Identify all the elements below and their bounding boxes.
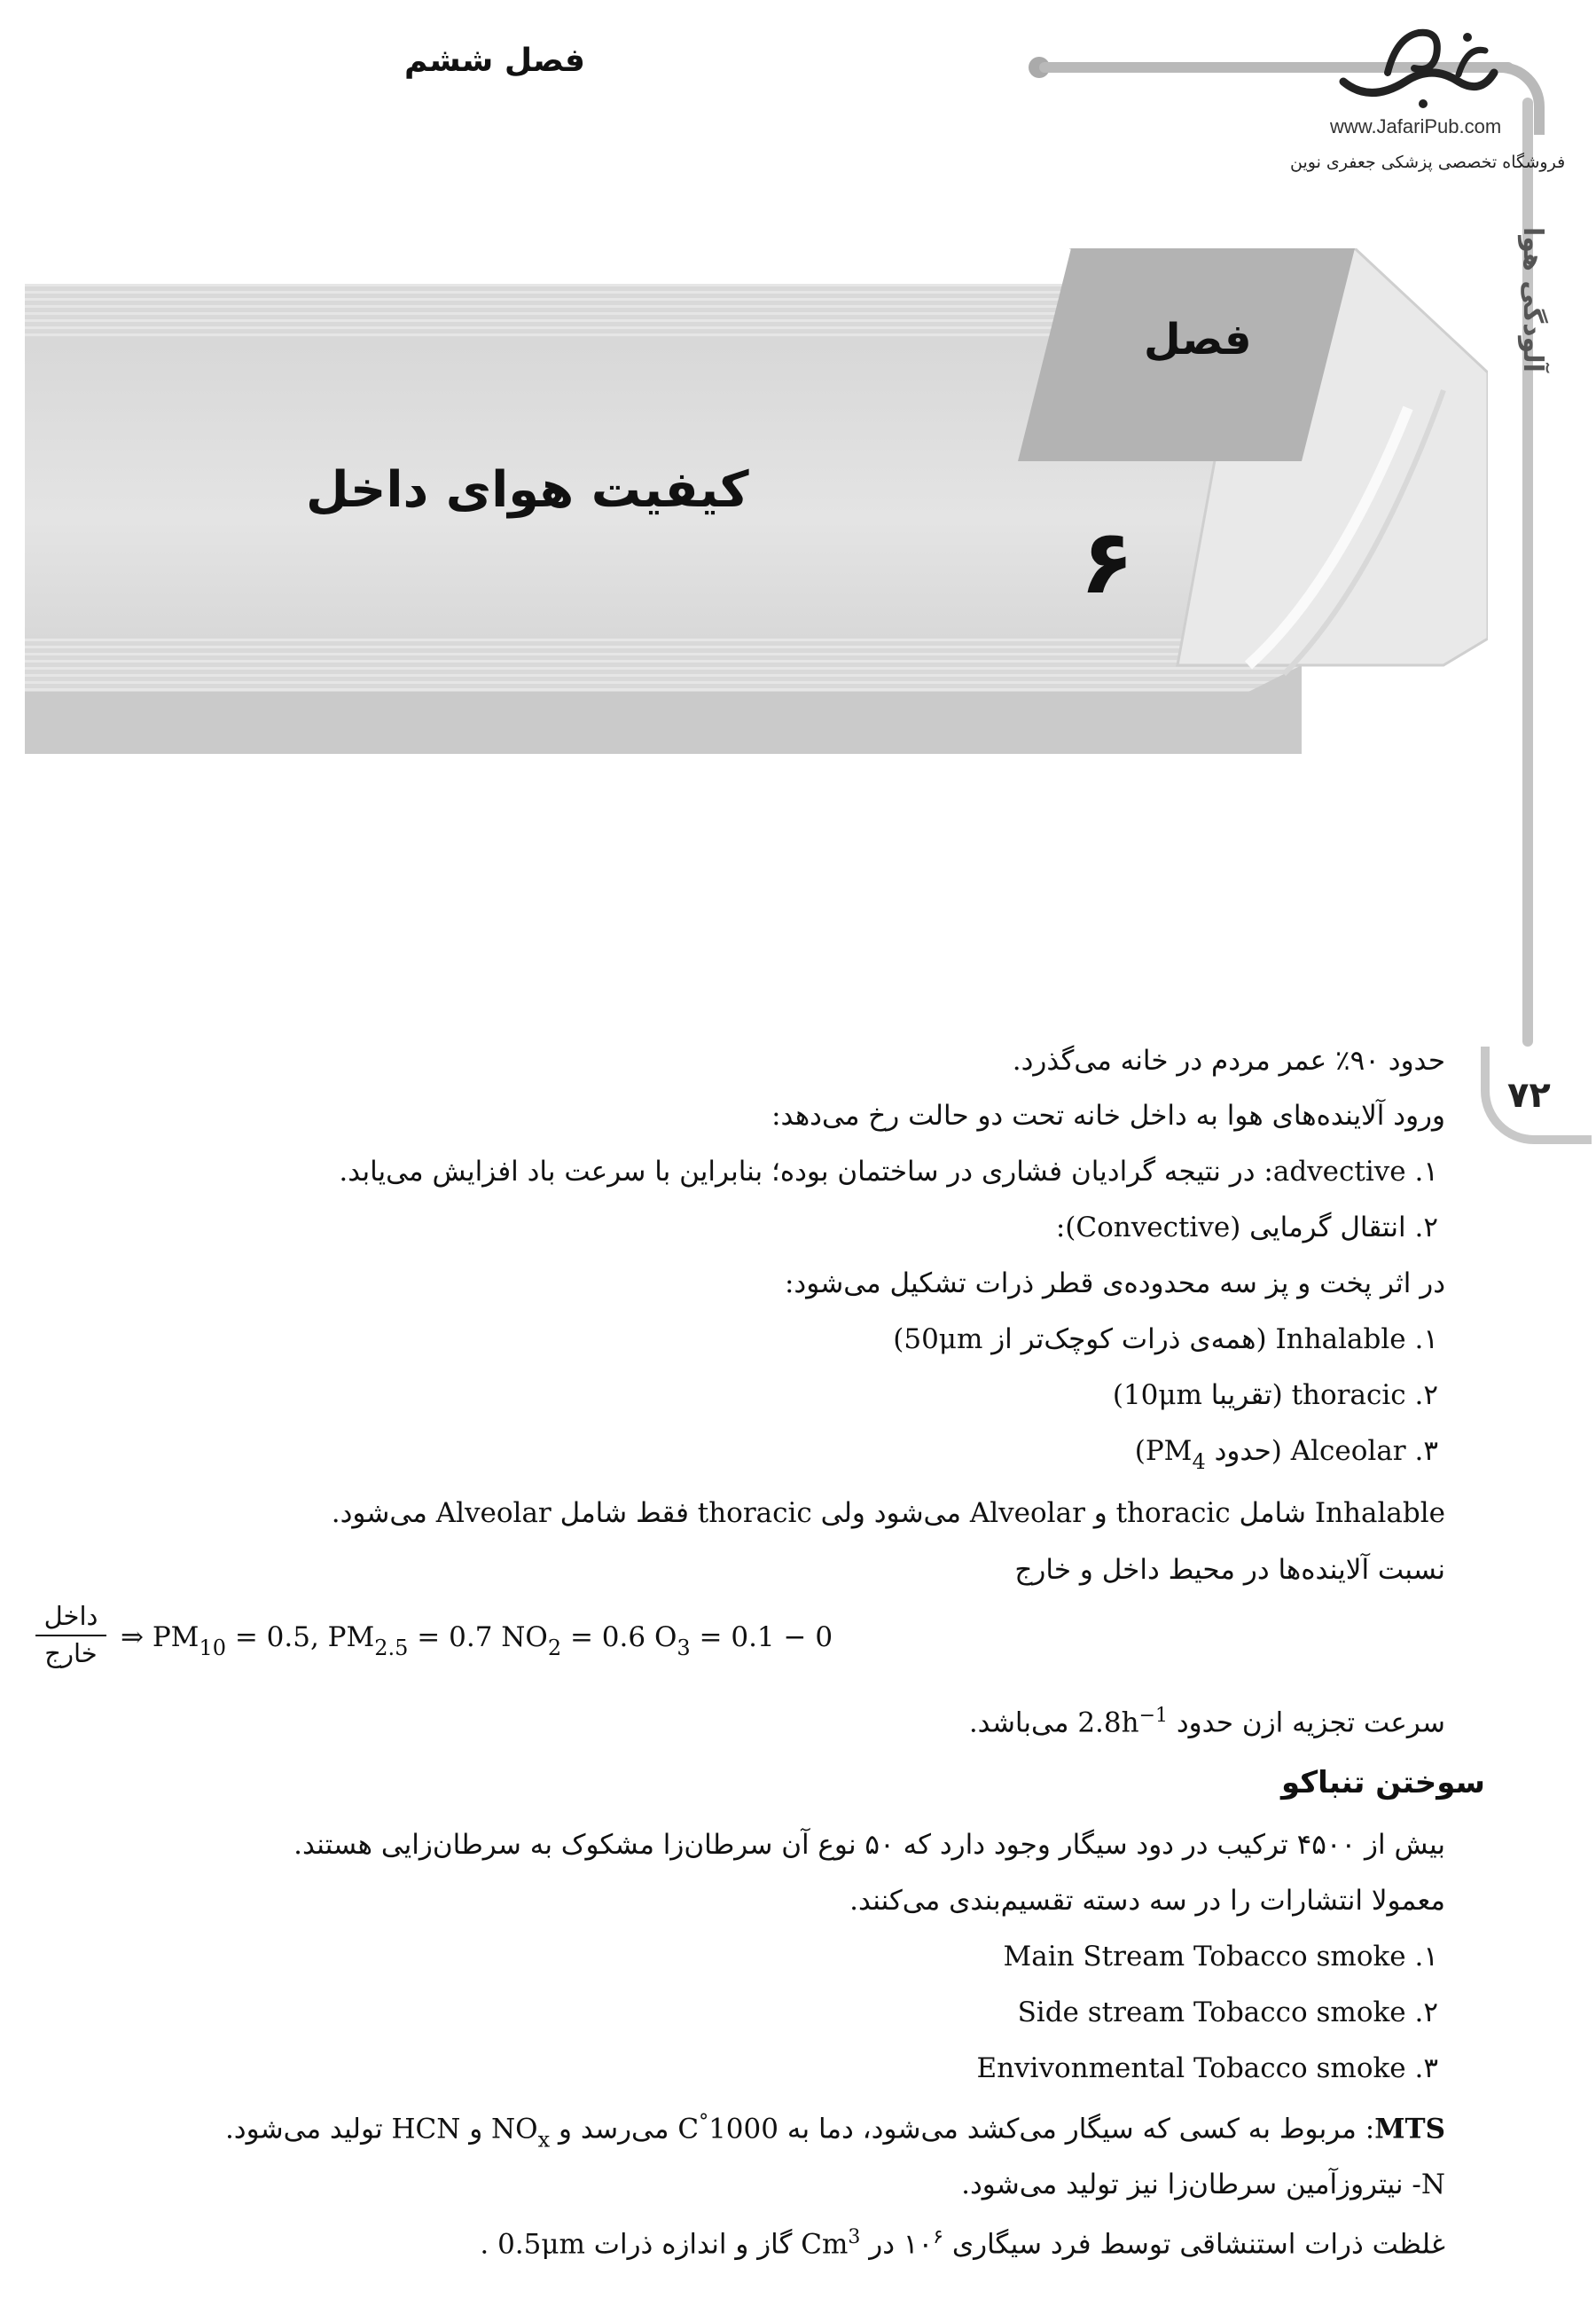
list-item-end: ) (1134, 1435, 1146, 1467)
subscript: 4 (1192, 1449, 1206, 1474)
section-title: سوختن تنباکو (1281, 1765, 1485, 1800)
superscript: −1 (1138, 1705, 1169, 1727)
value: 2.8h (1077, 1706, 1139, 1739)
formula-part: = 0.1 − 0 (690, 1621, 833, 1653)
text: : مربوط به کسی که سیگار می‌کشد می‌شود، دما به (778, 2113, 1375, 2145)
subscript: 10 (199, 1635, 226, 1660)
list-item: ۳. Envivonmental Tobacco smoke (976, 2052, 1438, 2084)
site-url: www.JafariPub.com (1330, 115, 1502, 137)
chapter-title: کیفیت هوای داخل (306, 461, 749, 519)
text: می‌باشد. (968, 1706, 1078, 1739)
list-item: ۲. Side stream Tobacco smoke (1017, 1996, 1438, 2028)
formula-part: = 0.5, PM (225, 1621, 375, 1653)
formula-part: = 0.7 NO (408, 1621, 548, 1653)
list-item: ۲. thoracic (تقریبا 10μm) (1112, 1379, 1438, 1411)
page-number: ۷۲ (1507, 1075, 1551, 1116)
publisher-logo-icon (1334, 20, 1503, 117)
subscript: x (537, 2127, 551, 2153)
text: می‌رسد و (550, 2113, 678, 2145)
list-item: ۱. Inhalable (همه‌ی ذرات کوچک‌تر از 50μm) (893, 1323, 1438, 1355)
running-chapter-label: فصل ششم (404, 43, 585, 79)
text: و HCN تولید می‌شود. (224, 2113, 492, 2145)
list-item-text: ۳. Alceolar (حدود PM (1145, 1435, 1438, 1467)
superscript: 3 (848, 2226, 861, 2248)
paragraph (225, 2111, 1445, 2152)
subscript: 2.5 (374, 1635, 409, 1660)
superscript: ° (699, 2111, 709, 2133)
formula-part: ⇒ PM (121, 1621, 200, 1653)
value: C (677, 2113, 700, 2145)
list-item (1135, 1435, 1438, 1474)
paragraph (480, 2226, 1445, 2260)
ratio-fraction (35, 1601, 106, 1668)
list-item: ۲. انتقال گرمایی (Convective): (1055, 1212, 1438, 1243)
subscript: 2 (547, 1635, 562, 1660)
fraction-denominator: خارج (44, 1638, 98, 1668)
fraction-numerator: داخل (35, 1601, 106, 1636)
chapter-word: فصل (1144, 315, 1252, 365)
term: MTS (1374, 2113, 1445, 2145)
formula-part: = 0.6 O (561, 1621, 677, 1653)
list-item: ۱. advective: در نتیجه گرادیان فشاری در ساختمان بوده؛ بنابراین با سرعت باد افزایش می‌یابد. (339, 1156, 1438, 1188)
ratio-formula (121, 1621, 833, 1660)
paragraph: بیش از ۴۵۰۰ ترکیب در دود سیگار وجود دارد که ۵۰ نوع آن سرطان‌زا مشکوک به سرطان‌زایی هستند. (293, 1829, 1445, 1861)
paragraph: معمولا انتشارات را در سه دسته تقسیم‌بندی می‌کنند. (849, 1885, 1445, 1917)
paragraph (969, 1705, 1445, 1738)
text: غلظت ذرات استنشاقی توسط فرد سیگاری ۱۰ (903, 2228, 1445, 2261)
paragraph: ورود آلاینده‌های هوا به داخل خانه تحت دو حالت رخ می‌دهد: (771, 1100, 1445, 1132)
value: 1000 (708, 2113, 778, 2145)
paragraph: حدود ۹۰٪ عمر مردم در خانه می‌گذرد. (1012, 1045, 1445, 1077)
superscript: ۶ (933, 2226, 943, 2248)
paragraph: نسبت آلاینده‌ها در محیط داخل و خارج (1014, 1554, 1445, 1586)
paragraph: در اثر پخت و پز سه محدوده‌ی قطر ذرات تشکیل می‌شود: (784, 1267, 1445, 1299)
subscript: 3 (677, 1635, 691, 1660)
chapter-banner (25, 248, 1488, 763)
publisher-name: فروشگاه تخصصی پزشکی جعفری نوین (1290, 153, 1566, 172)
paragraph: N- نیتروزآمین سرطان‌زا نیز تولید می‌شود. (961, 2169, 1445, 2200)
text: در Cm (801, 2228, 904, 2261)
book-title-vertical: آلودگی هوا (1517, 227, 1548, 373)
paragraph: Inhalable شامل thoracic و Alveolar می‌شود ولی thoracic فقط شامل Alveolar می‌شود. (331, 1497, 1445, 1529)
value: NO (491, 2113, 538, 2145)
text: سرعت تجزیه ازن حدود (1168, 1706, 1445, 1739)
text: گاز و اندازه ذرات 0.5μm . (480, 2228, 802, 2261)
chapter-number: ۶ (1080, 510, 1135, 614)
list-item: ۱. Main Stream Tobacco smoke (1003, 1941, 1438, 1973)
